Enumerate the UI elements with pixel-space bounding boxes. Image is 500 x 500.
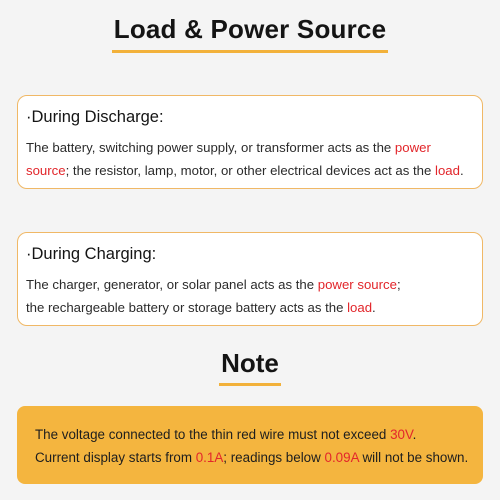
charging-text-part: the rechargeable battery or storage battery acts as the (26, 300, 348, 315)
note-text: . (412, 427, 417, 442)
charging-text (26, 273, 472, 319)
note-box (17, 406, 483, 484)
discharge-text (26, 136, 472, 182)
note-header (0, 348, 500, 386)
note-text: The voltage connected to the thin red wire must not exceed (35, 427, 391, 442)
charging-text-end: . (372, 300, 376, 315)
discharge-heading: ·During Discharge: (26, 108, 164, 126)
load-term: load (347, 300, 373, 315)
charging-heading: ·During Charging: (26, 245, 157, 263)
current-min-value: 0.09A (324, 450, 359, 465)
note-text: will not be shown. (358, 450, 469, 465)
discharge-text-end: . (459, 163, 464, 178)
voltage-value: 30V (390, 427, 413, 442)
discharge-text-part: ; the resistor, lamp, motor, or other electrical devices act as the (65, 163, 436, 178)
discharge-card (17, 95, 483, 189)
power-term: power (394, 140, 431, 155)
current-start-value: 0.1A (195, 450, 224, 465)
header (0, 14, 500, 53)
charging-text-end: ; (396, 277, 401, 292)
source-term: source (26, 163, 66, 178)
load-term: load (435, 163, 460, 178)
note-line-voltage (35, 423, 483, 446)
charging-text-part: The charger, generator, or solar panel acts as the (26, 277, 318, 292)
note-line-current (35, 446, 483, 469)
note-text: ; readings below (223, 450, 325, 465)
discharge-text-part: The battery, switching power supply, or transformer acts as the (26, 140, 395, 155)
note-title: Note (219, 348, 281, 386)
page-title: Load & Power Source (112, 14, 389, 53)
power-source-term: power source (317, 277, 397, 292)
note-text: Current display starts from (35, 450, 196, 465)
charging-card (17, 232, 483, 326)
